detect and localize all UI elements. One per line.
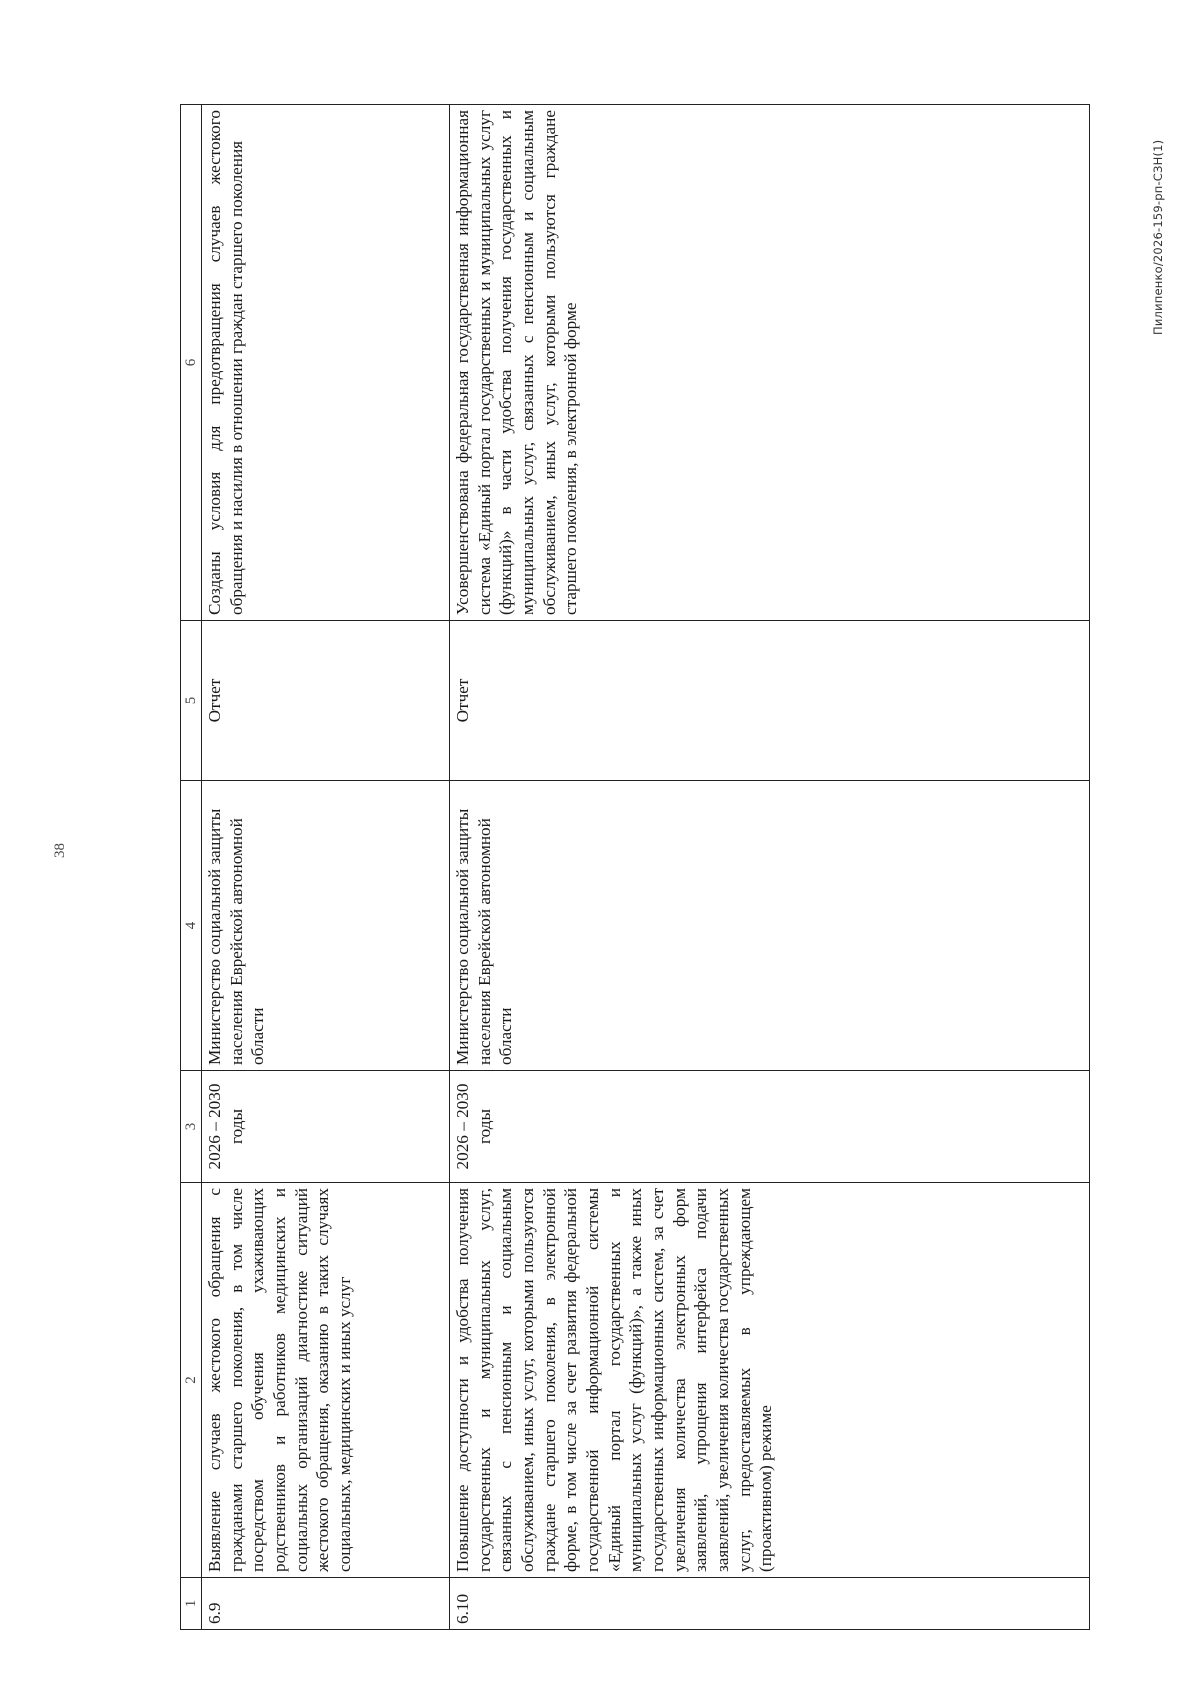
row-number: 6.10 [450, 1578, 1090, 1630]
rotated-page [180, 105, 1090, 1630]
header-col-4: 4 [181, 781, 202, 1071]
measure-text: Повышение доступности и удобства получения государственных и муниципальных услуг, связанных с пенсионным и социальным обслуживанием, иных услуг, которыми пользуются граждане старшего поколения, в электронной форме, в том числе за счет развития федеральной государственной информационной системы «Единый портал государственных и муниципальных услуг (функций)», а также иных государственных информационных систем, за счет увеличения количества электронных форм заявлений, упрощения интерфейса подачи заявлений, увеличения количества государственных услуг, предоставляемых в упреждающем (проактивном) режиме [450, 1183, 1090, 1578]
executor-text: Министерство социальной защиты населения Еврейской автономной области [202, 781, 450, 1071]
period-text: 2026 – 2030 годы [202, 1071, 450, 1183]
period-text: 2026 – 2030 годы [450, 1071, 1090, 1183]
result-text: Созданы условия для предотвращения случаев жестокого обращения и насилия в отношении граждан старшего поколения [202, 105, 450, 621]
table-header-row [181, 105, 202, 1630]
measures-table [180, 104, 1090, 1630]
executor-text: Министерство социальной защиты населения Еврейской автономной области [450, 781, 1090, 1071]
table-container [180, 105, 1090, 1630]
form-text: Отчет [450, 621, 1090, 781]
header-col-5: 5 [181, 621, 202, 781]
header-col-3: 3 [181, 1071, 202, 1183]
header-col-1: 1 [181, 1578, 202, 1630]
table-row [202, 105, 450, 1630]
table-row [450, 105, 1090, 1630]
form-text: Отчет [202, 621, 450, 781]
measure-text: Выявление случаев жестокого обращения с гражданами старшего поколения, в том числе посредством обучения ухаживающих родственников и работников медицинских и социальных организаций диагностике ситуаций жестокого обращения, оказанию в таких случаях социальных, медицинских и иных услуг [202, 1183, 450, 1578]
document-code: Пилипенко/2026-159-рп-СЗН(1) [1151, 139, 1165, 335]
result-text: Усовершенствована федеральная государственная информационная система «Единый портал государственных и муниципальных услуг (функций)» в части удобства получения государственных и муниципальных услуг, связанных с пенсионным и социальным обслуживанием, иных услуг, которыми пользуются граждане старшего поколения, в электронной форме [450, 105, 1090, 621]
page-number: 38 [52, 843, 68, 858]
header-col-2: 2 [181, 1183, 202, 1578]
row-number: 6.9 [202, 1578, 450, 1630]
header-col-6: 6 [181, 105, 202, 621]
